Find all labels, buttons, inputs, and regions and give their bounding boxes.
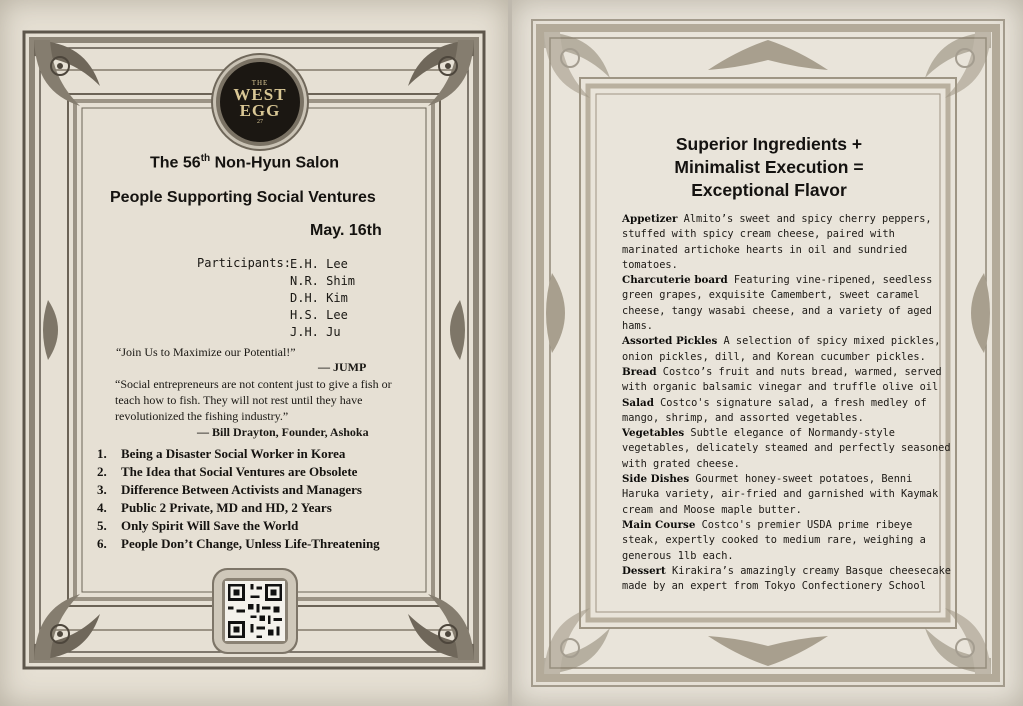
- menu-item: [622, 426, 952, 472]
- salon-title-sup: th: [200, 153, 211, 164]
- participant-name: H.S. Lee: [290, 308, 348, 322]
- menu-item-name: Salad: [622, 396, 654, 409]
- menu-items: [622, 212, 952, 594]
- topic-item: [97, 481, 380, 499]
- menu-item-desc: A selection of spicy mixed pickles, onion pickles, dill, and Korean cucumber pickles.: [622, 335, 941, 363]
- salon-title-suffix: Non-Hyun Salon: [210, 154, 340, 172]
- jump-quote-attribution: — JUMP: [318, 360, 367, 374]
- logo-text-the: THE: [251, 79, 269, 87]
- menu-item-name: Charcuterie board: [622, 274, 728, 287]
- topic-item: [97, 499, 380, 517]
- salon-title-prefix: The 56: [150, 154, 201, 172]
- corner-ornament-bottom-left: [30, 586, 108, 664]
- logo-text-egg: EGG: [239, 101, 281, 120]
- drayton-quote-attribution: — Bill Drayton, Founder, Ashoka: [197, 425, 369, 439]
- qr-code[interactable]: [222, 578, 288, 644]
- menu-item: [622, 334, 952, 365]
- topic-number: 5.: [97, 518, 107, 533]
- menu-item-desc: Subtle elegance of Normandy-style vegetables, delicately steamed and perfectly seasoned with grated cheese.: [622, 427, 951, 470]
- participants-label: Participants:: [197, 256, 291, 270]
- salon-subtitle: People Supporting Social Ventures: [110, 189, 376, 206]
- participant-name: E.H. Lee: [290, 257, 348, 271]
- topic-item: [97, 517, 380, 535]
- topic-item: [97, 535, 380, 553]
- topic-number: 3.: [97, 482, 107, 497]
- topic-text: Public 2 Private, MD and HD, 2 Years: [121, 500, 332, 515]
- menu-item-desc: Almito’s sweet and spicy cherry peppers, stuffed with spicy cream cheese, paired with marinated artichoke hearts in oil and sundried tomatoes.: [622, 213, 932, 271]
- logo-text-number: 27: [257, 119, 263, 125]
- corner-ornament-bottom-right: [400, 586, 478, 664]
- salon-title: [150, 153, 339, 172]
- menu-item-name: Dessert: [622, 564, 666, 577]
- participant-name: J.H. Ju: [290, 325, 341, 339]
- menu-item-name: Vegetables: [622, 427, 685, 440]
- topic-number: 6.: [97, 536, 107, 551]
- salon-date: May. 16th: [310, 222, 382, 239]
- topic-text: Difference Between Activists and Managers: [121, 482, 362, 497]
- corner-ornament-top-left: [30, 36, 108, 114]
- menu-item: [622, 564, 952, 595]
- menu-item: [622, 212, 952, 273]
- corner-ornament-top-right: [917, 28, 995, 106]
- participants-list: [290, 256, 355, 341]
- topic-number: 1.: [97, 446, 107, 461]
- menu-item-name: Main Course: [622, 518, 696, 531]
- menu-item-name: Bread: [622, 365, 657, 378]
- menu-item-desc: Costco’s fruit and nuts bread, warmed, served with organic balsamic vinegar and truffle olive oil: [622, 365, 942, 394]
- topic-number: 4.: [97, 500, 107, 515]
- corner-ornament-top-right: [400, 36, 478, 114]
- menu-title-line: Minimalist Execution =: [674, 157, 864, 177]
- menu-item-name: Appetizer: [622, 213, 678, 225]
- corner-ornament-top-left: [540, 28, 618, 106]
- menu-item: [622, 365, 952, 396]
- jump-quote: “Join Us to Maximize our Potential!”: [116, 345, 296, 359]
- logo-text-west: WEST: [233, 85, 287, 104]
- west-egg-logo: [216, 58, 304, 146]
- menu-item-desc: Gourmet honey-sweet potatoes, Benni Haruka variety, air-fried and garnished with Kaymak cream and Moose maple butter.: [622, 473, 939, 516]
- menu-title-line: Superior Ingredients +: [675, 134, 863, 154]
- menu-item-name: Assorted Pickles: [622, 335, 718, 348]
- topic-text: Only Spirit Will Save the World: [121, 518, 299, 533]
- menu-item: [622, 518, 952, 564]
- topic-text: The Idea that Social Ventures are Obsolete: [121, 464, 358, 479]
- menu-item-name: Side Dishes: [622, 473, 690, 486]
- corner-ornament-bottom-right: [917, 600, 995, 678]
- menu-item: [622, 396, 952, 427]
- topic-item: [97, 445, 380, 463]
- topics-list: [97, 445, 380, 553]
- participant-name: D.H. Kim: [290, 291, 348, 305]
- menu-item-desc: Kirakira’s amazingly creamy Basque cheesecake made by an expert from Tokyo Confectionery School: [622, 564, 951, 593]
- menu-item-desc: Costco's premier USDA prime ribeye steak, expertly cooked to medium rare, weighing a generous 1lb each.: [622, 518, 926, 562]
- menu-item-desc: Featuring vine-ripened, seedless green grapes, exquisite Camembert, sweet caramel cheese, tangy wasabi cheese, and a variety of aged hams.: [622, 274, 933, 333]
- menu-item: [622, 472, 952, 518]
- topic-number: 2.: [97, 464, 107, 479]
- drayton-quote: “Social entrepreneurs are not content just to give a fish or teach how to fish. They will not rest until they have revolutionized the fishing industry.”: [115, 377, 392, 423]
- menu-title: [619, 133, 919, 202]
- menu-item-desc: Costco's signature salad, a fresh medley of mango, shrimp, and assorted vegetables.: [622, 396, 927, 424]
- topic-text: People Don’t Change, Unless Life-Threatening: [121, 536, 380, 551]
- topic-item: [97, 463, 380, 481]
- menu-item: [622, 273, 952, 334]
- topic-text: Being a Disaster Social Worker in Korea: [121, 446, 346, 461]
- menu-title-line: Exceptional Flavor: [691, 180, 847, 200]
- corner-ornament-bottom-left: [540, 600, 618, 678]
- participant-name: N.R. Shim: [290, 274, 356, 288]
